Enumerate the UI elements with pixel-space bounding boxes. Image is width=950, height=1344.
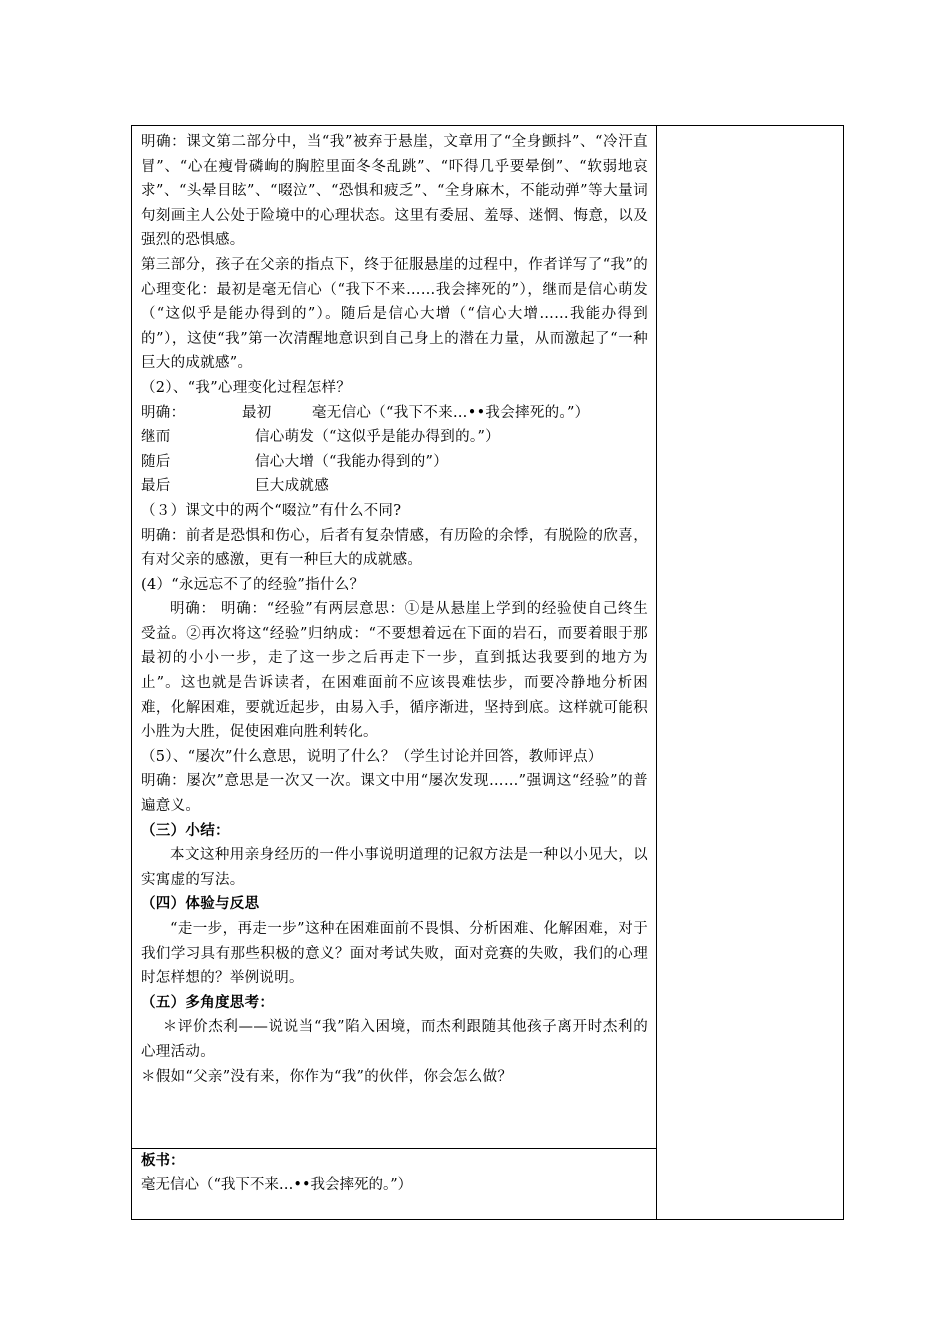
stage-row (141, 474, 648, 499)
stage-label: 最后 (141, 478, 171, 495)
blackboard-line: 毫无信心（“我下不来…••我会摔死的。”） (141, 1177, 413, 1193)
stage-label: 继而 (141, 429, 171, 446)
question-5: （5）、“屡次”什么意思，说明了什么？（学生讨论并回答，教师评点） (141, 748, 603, 765)
stage-text: 毫无信心（“我下不来…••我会摔死的。”） (312, 404, 590, 421)
thinking-item: ＊评价杰利——说说当“我”陷入困境，而杰利跟随其他孩子离开时杰利的心理活动。 (141, 1019, 648, 1060)
section-heading-summary: （三）小结： (141, 821, 230, 839)
paragraph-part2: 明确：课文第二部分中，当“我”被弃于悬崖，文章用了“全身颤抖”、“冷汗直冒”、“心在瘦骨磷峋的胸腔里面冬冬乱跳”、“吓得几乎要晕倒”、“软弱地哀求”、“头晕目眩”、“啜泣”、“恐惧和疲乏”、“全身麻木，不能动弹”等大量词句刻画主人公处于险境中的心理状态。这里有委屈、羞辱、迷惘、悔意，以及强烈的恐惧感。 (141, 134, 648, 249)
notes-column (657, 126, 843, 1219)
blackboard-label: 板书： (141, 1152, 185, 1169)
answer-3: 明确：前者是恐惧和伤心，后者有复杂情感，有历险的余悸，有脱险的欣喜，有对父亲的感激，更有一种巨大的成就感。 (141, 527, 648, 569)
paragraph-part3: 第三部分，孩子在父亲的指点下，终于征服悬崖的过程中，作者详写了“我”的心理变化：最初是毫无信心（“我下不来……我会摔死的”），继而是信心萌发（“这似乎是能办得到的”）。随后是信心大增（“信心大增……我能办得到的”），这使“我”第一次清醒地意识到自己身上的潜在力量，从而激起了“一种巨大的成就感”。 (141, 256, 648, 372)
stage-text: 信心萌发（“这似乎是能办得到的。”） (255, 429, 500, 446)
stage-row (141, 425, 648, 450)
lesson-content-cell (132, 126, 656, 1148)
stage-row (141, 450, 648, 475)
section-heading-reflection: （四）体验与反思 (141, 895, 260, 913)
question-2: （2）、“我”心理变化过程怎样？ (141, 379, 352, 396)
stage-label: 随后 (141, 453, 171, 470)
answer-2-first-row (141, 401, 648, 426)
question-3: （３）课文中的两个“啜泣”有什么不同? (141, 502, 402, 519)
blackboard-cell (132, 1149, 656, 1221)
stage-label: 最初 (242, 404, 272, 421)
lesson-table (131, 125, 844, 1220)
answer-label: 明确： (141, 404, 186, 421)
reflection-text: “走一步，再走一步”这种在困难面前不畏惧、分析困难、化解困难，对于我们学习具有那些积极的意义？面对考试失败，面对竞赛的失败，我们的心理时怎样想的？举例说明。 (141, 921, 648, 987)
answer-4: 明确： 明确：“经验”有两层意思：①是从悬崖上学到的经验使自己终生受益。②再次将这“经验”归纳成：“不要想着远在下面的岩石，而要着眼于那最初的小小一步，走了这一步之后再走下一步，直到抵达我要到的地方为止”。这也就是告诉读者，在困难面前不应该畏难怯步，而要冷静地分析困难，化解困难，要就近起步，由易入手，循序渐进，坚持到底。这样就可能积小胜为大胜，促使困难向胜利转化。 (141, 601, 648, 741)
section-heading-thinking: （五）多角度思考： (141, 993, 275, 1011)
thinking-item: ＊假如“父亲”没有来，你作为“我”的伙伴，你会怎么做？ (141, 1068, 513, 1085)
answer-5: 明确：屡次”意思是一次又一次。课文中用“屡次发现……”强调这“经验”的普遍意义。 (141, 773, 648, 815)
stage-text: 巨大成就感 (255, 478, 329, 495)
question-4: (4）“永远忘不了的经验”指什么？ (141, 576, 365, 593)
stage-text: 信心大增（“我能办得到的”） (255, 453, 449, 470)
summary-text: 本文这种用亲身经历的一件小事说明道理的记叙方法是一种以小见大，以实寓虚的写法。 (141, 847, 648, 888)
